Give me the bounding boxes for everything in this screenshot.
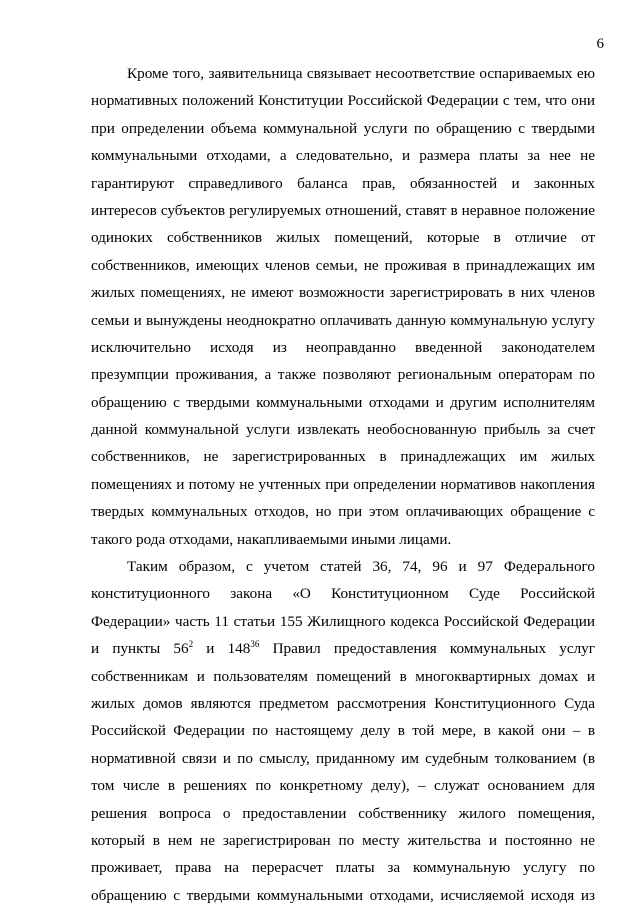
paragraph-line: твердых коммунальных отходов, но при этом оплачивающих обращение с (91, 503, 595, 521)
paragraph-line: при определении объема коммунальной услуги по обращению с твердыми (91, 119, 595, 137)
superscript: 36 (250, 639, 260, 650)
paragraph-line: исключительно исходя из неоправданно введенной законодателем (91, 338, 595, 356)
paragraph-line: собственников, не зарегистрированных в принадлежащих им жилых (91, 448, 595, 466)
paragraph-line: конституционного закона «О Конституционном Суде Российской (91, 585, 595, 603)
paragraph-line: семьи и вынуждены неоднократно оплачивать данную коммунальную услугу (91, 311, 595, 329)
paragraph-line: нормативных положений Конституции Российской Федерации с тем, что они (91, 92, 595, 110)
paragraph-line: интересов субъектов регулируемых отношений, ставят в неравное положение (91, 201, 595, 219)
paragraph-line: такого рода отходами, накапливаемыми иными лицами. (91, 530, 452, 548)
paragraph-line: решения вопроса о предоставлении собственнику жилого помещения, (91, 804, 595, 822)
paragraph-1 (91, 60, 595, 553)
paragraph-line: собственников, имеющих членов семьи, не проживая в принадлежащих им (91, 256, 595, 274)
paragraph-line: Таким образом, с учетом статей 36, 74, 96 и 97 Федерального (127, 558, 595, 576)
line-text: и пункты 56 (91, 640, 189, 658)
paragraph-line: Российской Федерации по настоящему делу в той мере, в какой они – в (91, 722, 595, 740)
paragraph-line: который в нем не зарегистрирован по месту жительства и постоянно не (91, 831, 595, 849)
line-text: и 148 (193, 640, 251, 658)
paragraph-line: данной коммунальной услуги извлекать необоснованную прибыль за счет (91, 421, 595, 439)
paragraph-line-with-footnotes (91, 635, 595, 662)
paragraph-line: проживает, права на перерасчет платы за коммунальную услугу по (91, 859, 595, 877)
paragraph-line: презумпции проживания, а также позволяют региональным операторам по (91, 366, 595, 384)
paragraph-line: собственникам и пользователям помещений в многоквартирных домах и (91, 667, 595, 685)
paragraph-line: жилых помещениях, не имеют возможности зарегистрировать в них членов (91, 284, 595, 302)
paragraph-line: обращению с твердыми коммунальными отходами и другим исполнителям (91, 393, 595, 411)
paragraph-line: помещениях и потому не учтенных при определении нормативов накопления (91, 475, 595, 493)
superscript: 2 (188, 639, 194, 650)
paragraph-2 (91, 553, 595, 909)
paragraph-line: Федерации» часть 11 статьи 155 Жилищного кодекса Российской Федерации (91, 612, 595, 630)
paragraph-line: одиноких собственников жилых помещений, которые в отличие от (91, 229, 595, 247)
paragraph-line: нормативной связи и по смыслу, приданному им судебным толкованием (в (91, 749, 595, 767)
page-number: 6 (596, 36, 604, 52)
paragraph-line: том числе в решениях по конкретному делу), – служат основанием для (91, 777, 595, 795)
paragraph-line: жилых домов являются предметом рассмотрения Конституционного Суда (91, 694, 595, 712)
paragraph-line: обращению с твердыми коммунальными отходами, исчисляемой исходя из (91, 886, 595, 904)
document-body (91, 60, 595, 909)
paragraph-line: коммунальными отходами, а следовательно, и размера платы за нее не (91, 147, 595, 165)
paragraph-line: Кроме того, заявительница связывает несоответствие оспариваемых ею (127, 65, 595, 82)
line-text: Правил предоставления коммунальных услуг (259, 640, 595, 658)
paragraph-line: гарантируют справедливого баланса прав, обязанностей и законных (91, 174, 595, 192)
